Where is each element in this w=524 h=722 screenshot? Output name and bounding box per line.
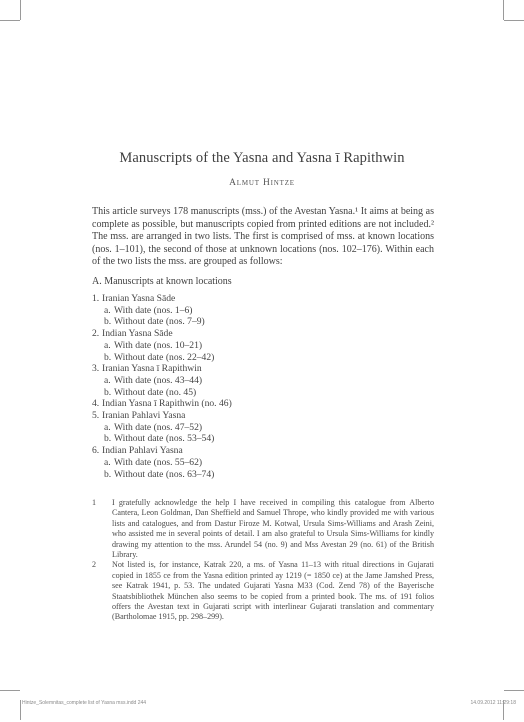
outline-group [92, 363, 434, 375]
outline-group [92, 328, 434, 340]
outline-text: Iranian Yasna Sāde [102, 293, 176, 304]
outline-marker: b. [104, 351, 112, 363]
footnote-text: I gratefully acknowledge the help I have received in compiling this catalogue from Alberto Cantera, Leon Goldman, Dan Sheffield and Samuel Thrope, who kindly provided me with various lists and catalogues, and from Dastur Firoze M. Kotwal, Ursula Sims-Williams and Arash Zeini, who assisted me in several points of detail. I am also grateful to Ursula Sims-Williams for kindly drawing my attention to the mss. Arundel 54 (no. 9) and Mss Avestan 29 (no. 61) of the British Library. [112, 498, 434, 560]
outline-text: Iranian Yasna ī Rapithwin [102, 363, 202, 375]
outline-text: With date (nos. 1–6) [114, 304, 193, 316]
crop-mark-top-right-h [504, 20, 524, 21]
section-heading: A. Manuscripts at known locations [92, 276, 232, 287]
outline-marker: 1. [92, 293, 100, 304]
outline-marker: b. [104, 386, 112, 398]
outline-marker: 3. [92, 363, 100, 375]
outline-text: Without date (nos. 53–54) [114, 433, 215, 445]
outline-marker: 6. [92, 445, 100, 457]
outline-marker: a. [104, 374, 111, 386]
crop-mark-bottom-right-h [504, 690, 524, 691]
outline-text: With date (nos. 43–44) [114, 374, 203, 386]
outline-text: With date (nos. 47–52) [114, 421, 203, 433]
outline-marker: b. [104, 468, 112, 480]
outline-text: Without date (nos. 22–42) [114, 351, 215, 363]
outline-text: With date (nos. 10–21) [114, 339, 203, 351]
outline-marker: 4. [92, 398, 100, 410]
footnotes [92, 498, 434, 623]
outline-text: Indian Yasna ī Rapithwin (no. 46) [102, 398, 232, 410]
outline-text: With date (nos. 55–62) [114, 456, 203, 468]
manuscript-group-outline [92, 293, 434, 480]
print-slug-filename: Hintze_Solemnitas_complete list of Yasna mss.indd 244 [22, 700, 147, 706]
crop-mark-top-left-v [20, 0, 21, 20]
outline-marker: a. [104, 456, 111, 468]
outline-text: Without date (no. 45) [114, 386, 197, 398]
outline-marker: 5. [92, 410, 100, 422]
outline-marker: b. [104, 316, 112, 328]
outline-subgroup [92, 433, 434, 445]
outline-subgroup [92, 375, 434, 387]
outline-text: Iranian Pahlavi Yasna [102, 410, 186, 422]
outline-subgroup [92, 316, 434, 328]
outline-marker: a. [104, 421, 111, 433]
outline-group [92, 398, 434, 410]
outline-marker: b. [104, 433, 112, 445]
article-title: Manuscripts of the Yasna and Yasna ī Rapithwin [119, 150, 405, 166]
outline-subgroup [92, 387, 434, 399]
outline-group [92, 410, 434, 422]
outline-subgroup [92, 305, 434, 317]
outline-group [92, 445, 434, 457]
outline-text: Indian Pahlavi Yasna [102, 445, 183, 457]
outline-subgroup [92, 457, 434, 469]
outline-text: Without date (nos. 7–9) [114, 316, 205, 328]
article-author: Almut Hintze [229, 178, 295, 188]
crop-mark-bottom-left-v [20, 700, 21, 720]
footnote [92, 498, 434, 560]
outline-subgroup [92, 340, 434, 352]
outline-subgroup [92, 352, 434, 364]
footnote-number: 1 [92, 498, 97, 507]
crop-mark-bottom-left-h [0, 690, 20, 691]
outline-marker: 2. [92, 328, 100, 340]
intro-paragraph: This article surveys 178 manuscripts (mss.) of the Avestan Yasna.¹ It aims at being as complete as possible, but manuscripts copied from printed editions are not included.² The mss. are arranged in two lists. The first is comprised of mss. at known locations (nos. 1–101), the second of those at unknown locations (nos. 102–176). Within each of the two lists the mss. are grouped as follows: [92, 206, 434, 268]
print-slug-timestamp: 14.09.2012 11:29:18 [470, 700, 516, 706]
outline-subgroup [92, 469, 434, 481]
crop-mark-top-left-h [0, 20, 20, 21]
outline-text: Without date (nos. 63–74) [114, 468, 215, 480]
crop-mark-top-right-v [503, 0, 504, 20]
outline-marker: a. [104, 304, 111, 316]
outline-marker: a. [104, 339, 111, 351]
footnote-text: Not listed is, for instance, Katrak 220, a ms. of Yasna 11–13 with ritual directions in Gujarati copied in 1855 ce from the Yasna edition printed ay 1219 (= 1850 ce) at the Jame Jamshed Press, see Katrak 1941, p. 53. The undated Gujarati Yasna M33 (Cod. Zend 78) of the Bayerische Staatsbibliothek München also seems to be copied from a printed book. The ms. of 191 folios offers the Avestan text in Gujarati script with interlinear Gujarati translation and commentary (Bartholomae 1915, pp. 298–299). [112, 560, 434, 622]
outline-subgroup [92, 422, 434, 434]
outline-group [92, 293, 434, 305]
footnote-number: 2 [92, 560, 97, 570]
outline-text: Indian Yasna Sāde [102, 328, 173, 340]
footnote [92, 560, 434, 622]
